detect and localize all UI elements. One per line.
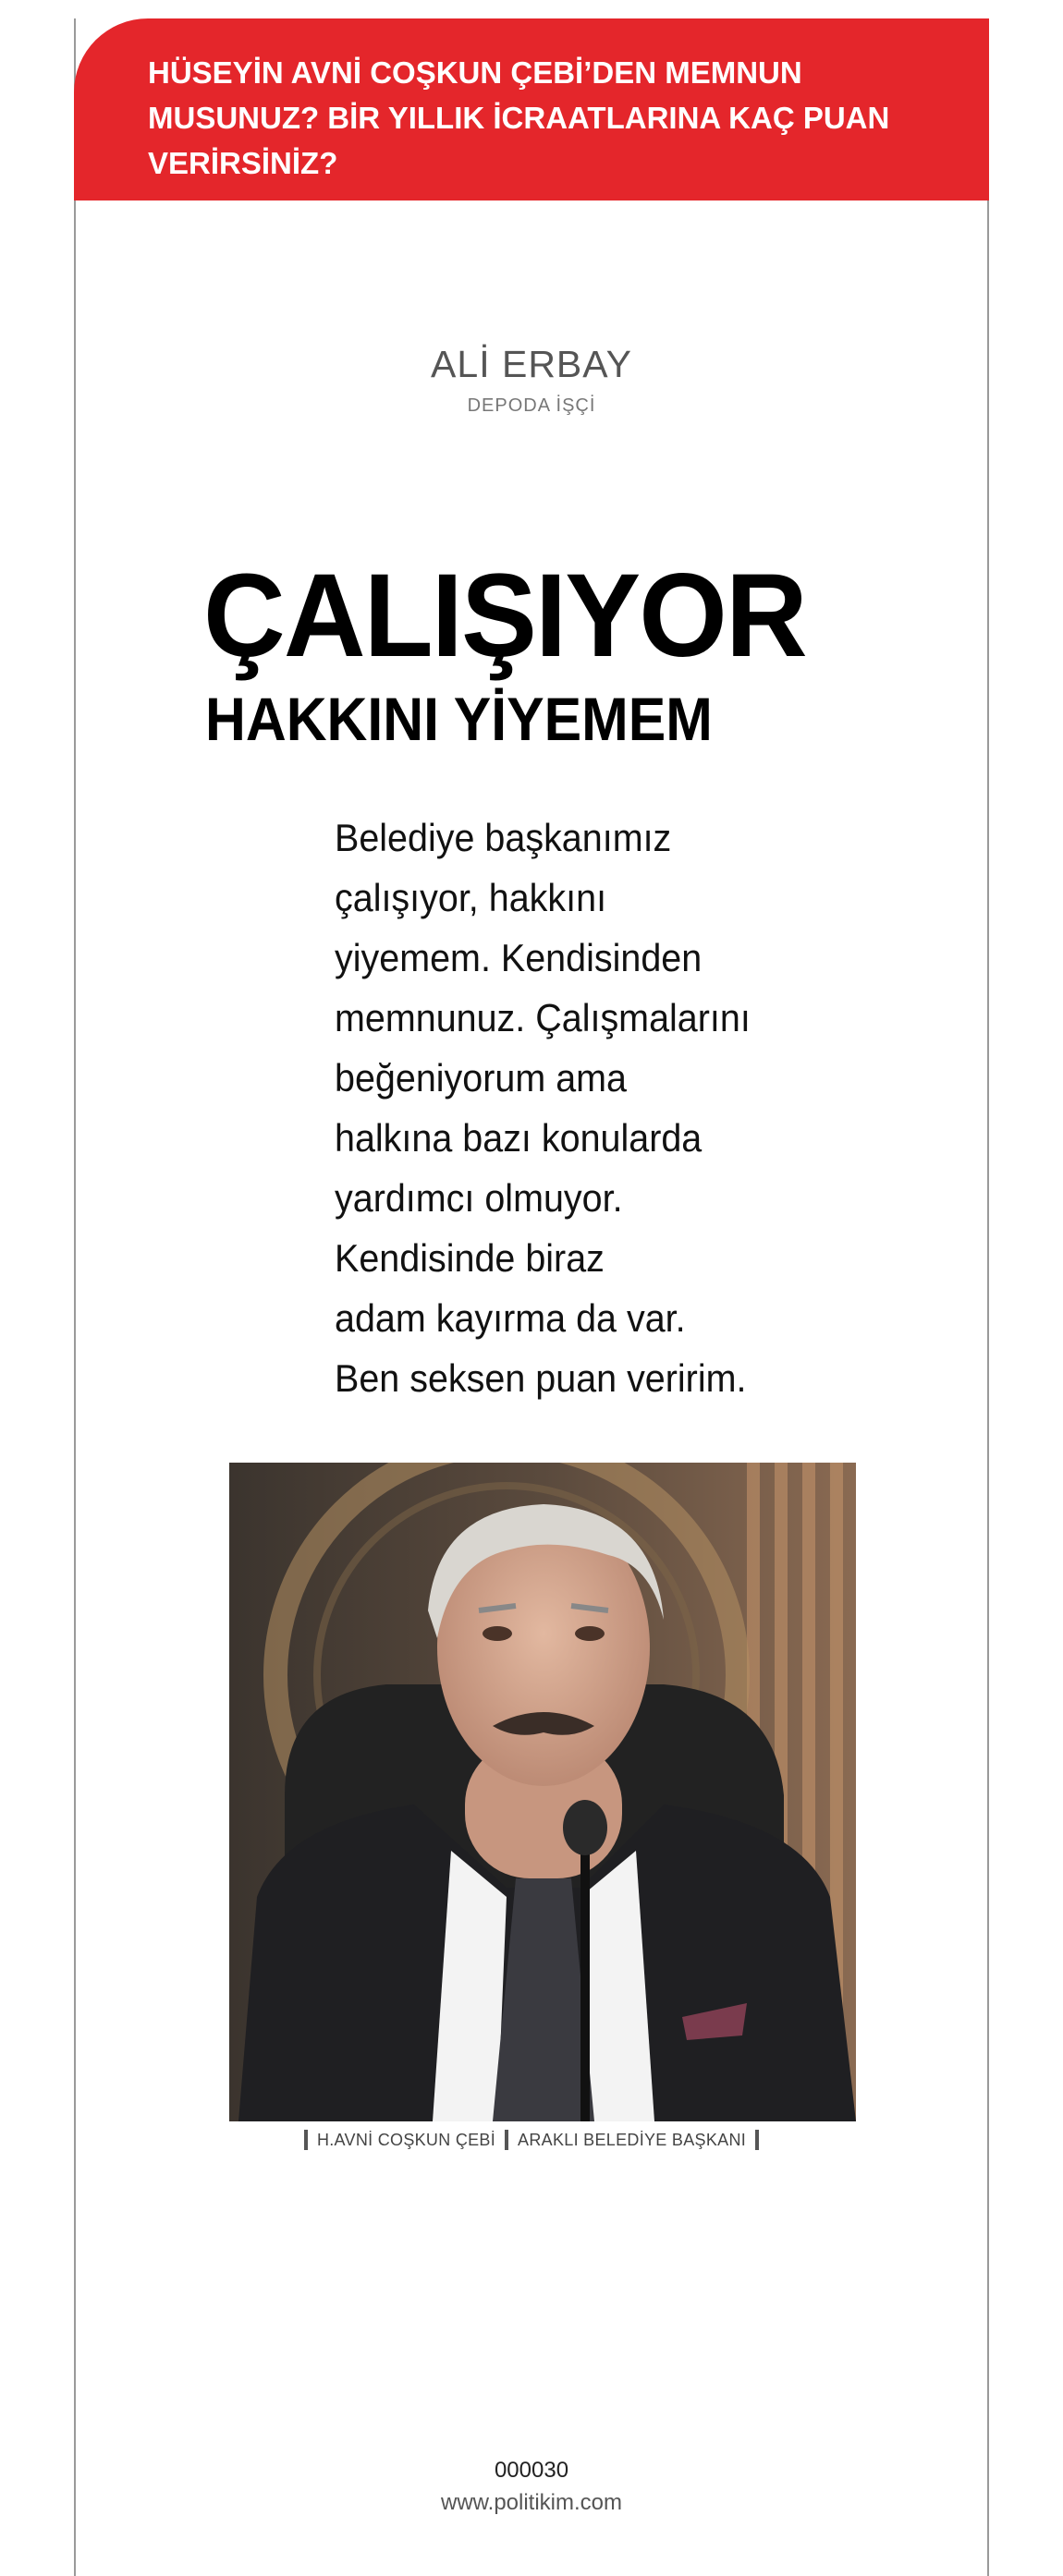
mayor-photo	[229, 1463, 856, 2121]
caption-divider	[304, 2130, 308, 2150]
author-name: ALİ ERBAY	[431, 343, 632, 385]
caption-title: ARAKLI BELEDİYE BAŞKANI	[518, 2130, 747, 2149]
question-banner	[74, 18, 989, 200]
footer-code: 000030	[494, 2458, 569, 2483]
quote-text: Belediye başkanımız çalışıyor, hakkını yiyemem. Kendisinden memnunuz. Çalışmalarını beğeniyorum ama halkına bazı konularda yardımcı olmuyor. Kendisinde biraz adam kayırma da var. Ben seksen puan veririm.	[335, 816, 751, 1400]
caption-name: H.AVNİ COŞKUN ÇEBİ	[316, 2130, 496, 2149]
photo-caption	[0, 2130, 1063, 2150]
headline-title: ÇALIŞIYOR	[203, 550, 806, 682]
caption-divider	[755, 2130, 759, 2150]
banner-question: HÜSEYİN AVNİ COŞKUN ÇEBİ’DEN MEMNUN MUSUNUZ? BİR YILLIK İCRAATLARINA KAÇ PUAN VERİRSİNİZ?	[148, 55, 890, 180]
author-role: DEPODA İŞÇİ	[467, 395, 596, 416]
headline-subtitle: HAKKINI YİYEMEM	[205, 685, 713, 753]
caption-divider	[505, 2130, 508, 2150]
footer-site: www.politikim.com	[440, 2490, 623, 2515]
